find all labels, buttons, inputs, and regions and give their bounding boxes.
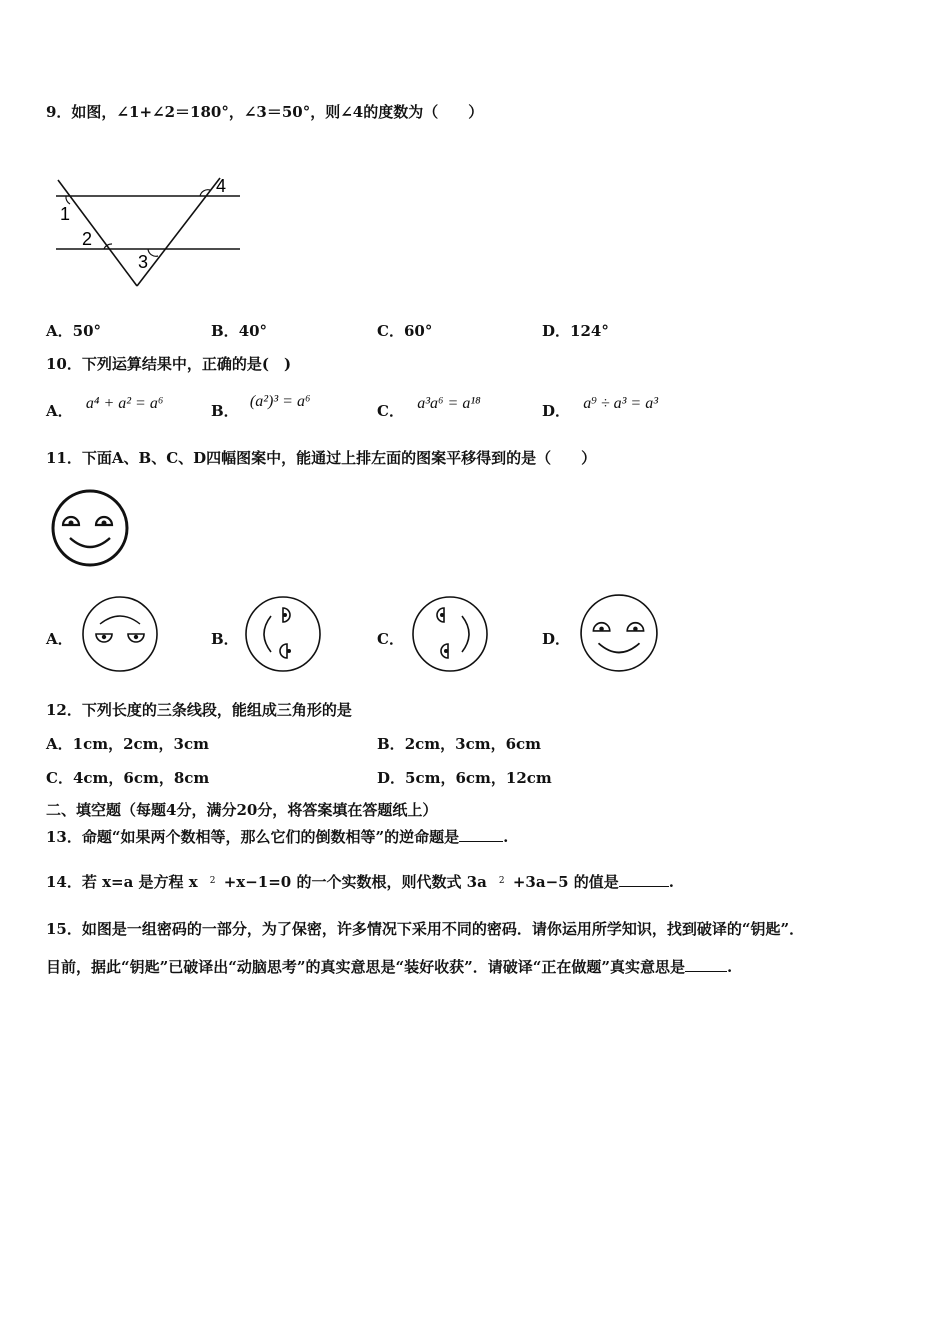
q12-option-d[interactable]: D．5cm，6cm，12cm xyxy=(377,769,552,787)
q9-option-c[interactable]: C．60° xyxy=(377,322,433,340)
q11-smiley-d xyxy=(578,592,660,674)
q11-option-c[interactable]: C． xyxy=(377,630,404,648)
q11-option-b[interactable]: B． xyxy=(211,630,239,648)
q11-smiley-c xyxy=(410,594,490,674)
q10-option-c[interactable]: C． a³a⁶ = a¹⁸ xyxy=(377,395,481,420)
reference-smiley-figure xyxy=(50,488,130,568)
q9-option-b[interactable]: B．40° xyxy=(211,322,268,340)
q9-option-d[interactable]: D．124° xyxy=(542,322,609,340)
q11-smiley-b xyxy=(243,594,323,674)
q10-option-a[interactable]: A． a⁴ + a² = a⁶ xyxy=(46,395,164,420)
q11-option-a[interactable]: A． xyxy=(46,630,73,648)
q14-text: 14．若 x=a 是方程 x 2 +x−1=0 的一个实数根，则代数式 3a 2 +3a−5 的值是 . xyxy=(46,873,675,891)
q10-expr-d: a⁹ ÷ a³ = a³ xyxy=(583,395,658,412)
q13-text: 13．命题“如果两个数相等，那么它们的倒数相等”的逆命题是 . xyxy=(46,828,509,846)
section2-heading: 二、填空题（每题4分，满分20分，将答案填在答题纸上） xyxy=(46,801,438,819)
q10-text: 10．下列运算结果中，正确的是( ) xyxy=(46,355,292,373)
q12-option-b[interactable]: B．2cm，3cm，6cm xyxy=(377,735,542,753)
q14-answer-blank[interactable] xyxy=(619,872,669,887)
q12-option-a[interactable]: A．1cm，2cm，3cm xyxy=(46,735,209,753)
angle-label-2: 2 xyxy=(82,229,93,249)
q9-figure xyxy=(48,172,248,292)
q11-text: 11．下面A、B、C、D四幅图案中，能通过上排左面的图案平移得到的是（ ） xyxy=(46,449,597,467)
q10-expr-c: a³a⁶ = a¹⁸ xyxy=(417,395,481,412)
q9-text: 9．如图，∠1+∠2＝180°，∠3＝50°，则∠4的度数为（ ） xyxy=(46,103,484,121)
q12-option-c[interactable]: C．4cm，6cm，8cm xyxy=(46,769,210,787)
q10-option-d[interactable]: D． a⁹ ÷ a³ = a³ xyxy=(542,395,658,420)
q10-expr-a: a⁴ + a² = a⁶ xyxy=(85,395,164,412)
q12-text: 12．下列长度的三条线段，能组成三角形的是 xyxy=(46,701,352,719)
q11-option-d[interactable]: D． xyxy=(542,630,571,648)
q9-option-a[interactable]: A．50° xyxy=(46,322,102,340)
angle-label-3: 3 xyxy=(138,252,149,272)
right-transversal xyxy=(137,178,220,286)
q15-answer-blank[interactable] xyxy=(685,957,727,972)
q13-answer-blank[interactable] xyxy=(459,827,503,842)
q15-line2: 目前，据此“钥匙”已破译出“动脑思考”的真实意思是“装好收获”．请破译“正在做题”真实意思是 . xyxy=(46,958,733,976)
q10-expr-b: (a²)³ = a⁶ xyxy=(249,393,311,410)
angle-label-4: 4 xyxy=(216,176,227,196)
q15-line1: 15．如图是一组密码的一部分，为了保密，许多情况下采用不同的密码．请你运用所学知识，找到破译的“钥匙”． xyxy=(46,920,805,938)
q11-smiley-a xyxy=(80,594,160,674)
angle-label-1: 1 xyxy=(60,204,71,224)
q10-option-b[interactable]: B． (a²)³ = a⁶ xyxy=(211,393,311,420)
